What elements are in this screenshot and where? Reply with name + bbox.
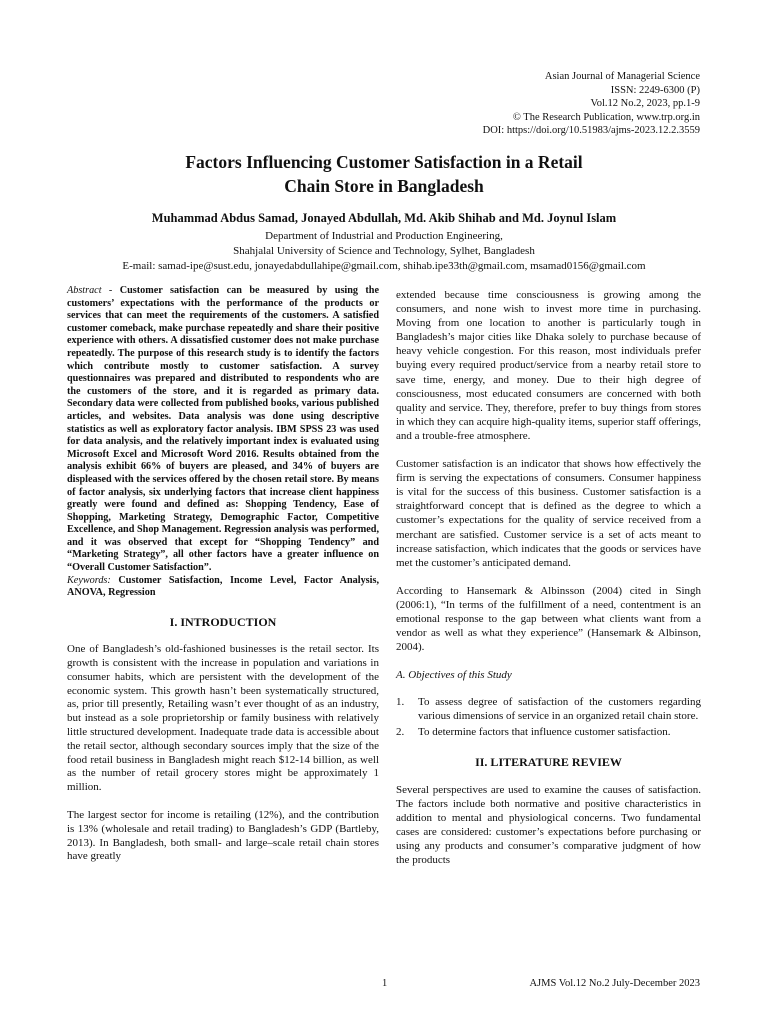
list-text: To assess degree of satisfaction of the customers regarding various dimensions of service in an organized retail chain store. — [418, 696, 701, 723]
objectives-list — [396, 695, 701, 738]
doi-link[interactable]: DOI: https://doi.org/10.51983/ajms-2023.12.2.3559 — [482, 125, 700, 137]
literature-paragraph-1: Several perspectives are used to examine the causes of satisfaction. The factors include both normative and positive characteristics in addition to mental and physiological concerns. Two fundamental cases are considered: customer’s expectations before purchasing or using any products and consumer’s comparative judgment of how the products — [396, 783, 701, 867]
page-number: 1 — [382, 978, 388, 989]
section-heading-introduction: I. INTRODUCTION — [169, 614, 277, 629]
list-item — [396, 725, 701, 739]
email-list[interactable]: E-mail: samad-ipe@sust.edu, jonayedabdullahipe@gmail.com, shihab.ipe33th@gmail.com, msamad0156@gmail.com — [122, 259, 646, 272]
abstract-text: Customer satisfaction can be measured by using the customers’ expectations with the performance of the products or services that can meet the requirements of the customers. A satisfied customer comeback, make purchase repeatedly and share their positive experience with others. A dissatisfied customer does not make purchase repeatedly. The purpose of this research study is to identify the factors which contribute mostly to customer satisfaction. A survey questionnaires was prepared and distributed to respondents who are the customers of the store, and it is regarded as primary data. Secondary data were collected from published books, various published articles, and websites. Data analysis was done using descriptive statistics as well as exploratory factor analysis. IBM SPSS 23 was used for data analysis, and the relatively important index is evaluated using Microsoft Excel and Microsoft Word 2016. Results obtained from the analysis exhibit 66% of buyers are pleased, and 34% of buyers are displeased with the services offered by the chosen retail store. By means of factor analysis, six underlying factors that increase client happiness greatly were found and defined as: Shopping Tendency, Ease of Shopping, Marketing Strategy, Demographic Factor, Competitive Excellence, and Shop Management. Regression analysis was performed, and it was observed that except for “Shopping Tendency” and “Marketing Strategy”, all other factors have a greater influence on “Overall Customer Satisfaction”. — [67, 285, 379, 574]
intro-paragraph-4: Customer satisfaction is an indicator that shows how effectively the firm is serving the expectations of consumers. Consumer happiness is vital for the success of this business. Customer satisfaction is a straightforward concept that is defined as the degree to which a customer’s expectations for the quality of service received from a merchant are satisfied. Customer service is a set of acts meant to increase satisfaction, which indicates that the goods or services have met the customer’s anticipated demand. — [396, 458, 701, 569]
title-line-2: Chain Store in Bangladesh — [284, 176, 484, 196]
list-item — [396, 695, 701, 723]
left-column — [67, 285, 379, 878]
list-number: 2. — [396, 725, 405, 738]
department: Department of Industrial and Production Engineering, — [265, 230, 503, 242]
keywords — [67, 575, 379, 600]
intro-paragraph-1: One of Bangladesh’s old-fashioned businesses is the retail sector. Its growth is consistent with the increase in population and variations in consumer habits, which are persistent with the development of the economic system. This growth hasn’t been systematically structured, as, prior till presently, Retailing wasn’t ever thought of as an industry, but instead as a sole proprietorship or family business with relatively little structured development. Inadequate trade data is accessible about the retail sector, although secondary sources imply that the size of the food retail business in Bangladesh might reach $12-14 billion, as well as the number of retail grocery stores might be approximately 1 million. — [67, 643, 379, 794]
title-line-1: Factors Influencing Customer Satisfaction in a Retail — [185, 152, 583, 172]
volume-info: Vol.12 No.2, 2023, pp.1-9 — [590, 98, 700, 110]
journal-header — [483, 70, 700, 138]
intro-paragraph-3: extended because time consciousness is growing among the consumers, and none wish to invest more time in purchasing. Moving from one location to another is particularly tough in Bangladesh’s major cities like Dhaka solely to purchase because of heavy vehicle congestion. For this reason, most individuals prefer buying every required product/service from a nearby retail store to save time, energy, and money. Due to their high degree of consciousness, most educated consumers are concerned with both quality and service. They, therefore, prefer to buy things from stores in which they can acquire high-quality items, superior staff offerings, and a trouble-free atmosphere. — [396, 289, 701, 442]
journal-name: Asian Journal of Managerial Science — [544, 71, 700, 82]
abstract — [67, 285, 379, 575]
intro-paragraph-2: The largest sector for income is retailing (12%), and the contribution is 13% (wholesale and retail trading) to Bangladesh’s GDP (Bartleby, 2013). In Bangladesh, both small- and large–scale retail chain stores have greatly — [67, 809, 379, 863]
right-column — [396, 288, 701, 881]
issn: ISSN: 2249-6300 (P) — [610, 84, 700, 96]
section-heading-literature-review: II. LITERATURE REVIEW — [475, 754, 622, 769]
keywords-text: Customer Satisfaction, Income Level, Factor Analysis, ANOVA, Regression — [67, 574, 379, 599]
author-list: Muhammad Abdus Samad, Jonayed Abdullah, Md. Akib Shihab and Md. Joynul Islam — [151, 211, 617, 225]
running-footer: AJMS Vol.12 No.2 July-December 2023 — [529, 978, 700, 989]
subsection-heading-objectives: A. Objectives of this Study — [396, 669, 512, 682]
intro-paragraph-5: According to Hansemark & Albinsson (2004) cited in Singh (2006:1), “In terms of the fulfillment of a need, contentment is an emotional response to the gap between what clients want from a vendor as well as what they experience” (Hansemark & Albinson, 2004). — [396, 584, 701, 654]
list-number: 1. — [396, 696, 405, 709]
keywords-lead: Keywords: — [67, 574, 119, 586]
list-text: To determine factors that influence customer satisfaction. — [418, 725, 671, 738]
affiliation — [0, 229, 768, 273]
paper-title — [0, 150, 768, 198]
university: Shahjalal University of Science and Technology, Sylhet, Bangladesh — [233, 244, 535, 257]
abstract-lead: Abstract - — [67, 285, 120, 296]
publisher-link[interactable]: © The Research Publication, www.trp.org.in — [512, 111, 700, 123]
